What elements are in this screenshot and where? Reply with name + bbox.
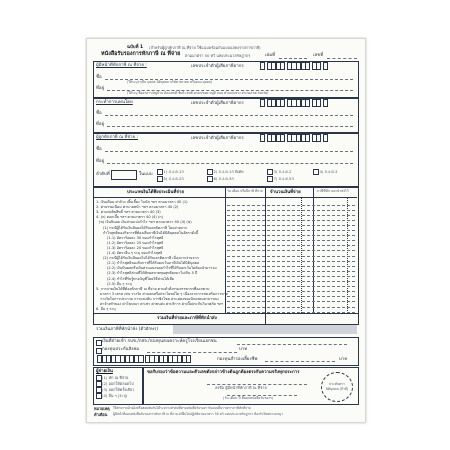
fund-3-account-field[interactable] xyxy=(97,355,191,363)
signature-label: ลงชื่อ ผู้มีหน้าที่หักภาษี ณ ที่จ่าย xyxy=(215,385,267,390)
agent-taxid-label: เลขประจำตัวผู้เสียภาษีอากร xyxy=(191,101,244,106)
income-row-label: 4. (ก) ดอกเบี้ย ฯลฯ ตามมาตรา 40 (4) (ก) xyxy=(96,215,163,220)
col-header-type: ประเภทเงินได้พึงประเมินที่จ่าย xyxy=(127,190,184,195)
income-row-fields[interactable] xyxy=(227,301,355,302)
fund-2-amount[interactable] xyxy=(147,352,237,353)
income-row-label: (1) กรณีผู้ได้รับเงินปันผลได้รับเครดิตภาษี โดยจ่ายจาก xyxy=(103,225,187,230)
payee-section-label: ผู้ถูกหักภาษี ณ ที่จ่าย : xyxy=(96,135,138,140)
income-row-label: 3. ค่าแห่งลิขสิทธิ์ ฯลฯ ตามมาตรา 40 (3) xyxy=(96,210,161,215)
payee-name-label: ชื่อ xyxy=(96,147,102,152)
income-row-fields[interactable] xyxy=(227,281,355,282)
agent-address-field[interactable] xyxy=(107,126,353,127)
payee-taxid-label: เลขประจำตัวผู้เสียภาษีอากร xyxy=(191,136,244,141)
income-row-fields[interactable] xyxy=(227,296,355,297)
income-row-label: (1.4) อัตราอื่น ๆ ระบุ ของกำไรสุทธิ xyxy=(107,251,163,255)
warning-text: ผู้มีหน้าที่ออกหนังสือรับรองการหักภาษี ณ ที่จ่าย ฝ่าฝืนไม่ปฏิบัติตามมาตรา 50 ทวิ แห่งประมวลรัษฎากร ต้องรับโทษทางอาญา xyxy=(113,412,283,416)
income-row-label: 1. เงินเดือน ค่าจ้าง เบี้ยเลี้ยง โบนัส ฯลฯ ตามมาตรา 40 (1) xyxy=(96,200,188,204)
seal-label: ประทับตรา นิติบุคคล (ถ้ามี) xyxy=(325,382,349,391)
fund-line-2: กองทุนประกันสังคม xyxy=(102,347,140,352)
payer-name-hint: (ให้ระบุว่าเป็น บุคคล นิติบุคคล บริษัท สมาคม หรือคณะบุคคล) xyxy=(127,80,213,84)
warning-label: คำเตือน xyxy=(94,412,108,417)
income-row-fields[interactable] xyxy=(227,256,355,257)
income-row-fields[interactable] xyxy=(227,307,355,308)
payee-taxid-field[interactable] xyxy=(260,134,327,142)
payer-taxid-field[interactable] xyxy=(260,62,327,70)
agent-name-field[interactable] xyxy=(105,115,353,116)
payer-type-4: (4) อื่น ๆ (ระบุ) xyxy=(102,393,128,398)
income-row-fields[interactable] xyxy=(227,240,355,241)
doc-no-label: เลขที่ xyxy=(313,53,324,58)
doc-no-field[interactable] xyxy=(327,58,357,59)
income-row-fields[interactable] xyxy=(227,271,355,272)
agent-taxid-field[interactable] xyxy=(260,99,327,107)
issue-date-label: (วัน เดือน ปี ที่ออกหนังสือรับรองฯ) xyxy=(223,396,274,400)
form-option-3: (3) ภ.ง.ด.2 xyxy=(272,169,292,174)
form-option-6: (6) ภ.ง.ด.3ก xyxy=(212,176,234,181)
income-row-fields[interactable] xyxy=(227,286,355,287)
agent-name-label: ชื่อ xyxy=(96,111,102,116)
payer-address-hint: (ให้ระบุ ชื่ออาคาร/หมู่บ้าน ห้องเลขที่ ชั้นที่ เลขที่ ตรอก/ซอย หมู่ที่ ถนน ตำบล/แขวง อำเภอ/เขต จังหวัด) xyxy=(127,91,269,95)
seq-field[interactable] xyxy=(111,170,137,180)
payer-section-label: ผู้มีหน้าที่หักภาษี ณ ที่จ่าย : xyxy=(96,63,147,68)
note-label: หมายเหตุ xyxy=(94,406,110,411)
col-header-tax: ภาษีที่หัก และนำส่งไว้ xyxy=(317,189,349,193)
payee-name-field[interactable] xyxy=(105,151,353,152)
income-row-label: (2) กรณีผู้ได้รับเงินปันผลไม่ได้รับเครดิตภาษี เนื่องจากจ่ายจาก xyxy=(103,256,199,261)
fund-line-3: กองทุนสำรองเลี้ยงชีพ xyxy=(217,357,258,362)
income-row-label: (2.5) อื่น ๆ ระบุ xyxy=(107,281,132,286)
total-words-label: รวมเงินภาษีที่หักนำส่ง (ตัวอักษร) xyxy=(96,327,159,332)
total-label: รวมเงินที่จ่ายและภาษีที่หักนำส่ง xyxy=(157,316,217,321)
income-row-label: รางวัลในการประกวด การแข่งขัน การชิงโชค ค่าแสดงของนักแสดงสาธารณะ xyxy=(100,296,220,301)
withholding-tax-form xyxy=(86,38,366,423)
payer-type-3: (3) ออกให้ครั้งเดียว xyxy=(102,387,135,392)
income-row-label: (1.3) อัตราร้อยละ 20 ของกำไรสุทธิ xyxy=(107,245,164,250)
income-row-fields[interactable] xyxy=(227,276,355,277)
book-no-field[interactable] xyxy=(279,58,307,59)
col-header-amount: จำนวนเงินที่จ่าย xyxy=(270,190,301,195)
fund-2-baht: บาท xyxy=(239,347,248,352)
income-row-fields[interactable] xyxy=(227,235,355,236)
total-amount-field[interactable] xyxy=(265,313,359,325)
form-option-2: (2) ภ.ง.ด.1ก พิเศษ xyxy=(212,169,244,174)
agent-section-label: กระทำการแทนโดย xyxy=(96,100,133,105)
income-row-label: กำไรสุทธิของกิจการที่ต้องเสียภาษีเงินได้นิติบุคคลในอัตราดังนี้ xyxy=(103,230,199,235)
fund-3-baht: บาท xyxy=(339,357,348,362)
payee-address-field[interactable] xyxy=(107,163,353,164)
col-header-date: วัน เดือน หรือปีภาษี ที่จ่าย xyxy=(227,189,263,193)
income-row-fields[interactable] xyxy=(227,245,355,246)
form-option-1: (1) ภ.ง.ด.1ก xyxy=(162,169,184,174)
form-option-7: (7) ภ.ง.ด.53 xyxy=(272,176,294,181)
income-row-fields[interactable] xyxy=(227,220,355,221)
seq-label: ลำดับที่ xyxy=(96,172,110,177)
income-row-label: (1.2) อัตราร้อยละ 25 ของกำไรสุทธิ xyxy=(107,240,164,245)
income-row-label: (2.4) กำไรที่รับรู้ทางบัญชีโดยวิธีส่วนได้เสีย xyxy=(107,276,174,281)
income-row-fields[interactable] xyxy=(227,261,355,262)
income-row-fields[interactable] xyxy=(227,215,355,216)
income-row-label: (2.1) กำไรสุทธิของกิจการที่ได้รับยกเว้นภาษีเงินได้นิติบุคคล xyxy=(107,261,200,266)
income-row-label: ค่าจ้างทำของ ค่าโฆษณา ค่าเช่า ค่าขนส่ง ค่าบริการ ค่าเบี้ยประกันวินาศภัย ฯลฯ xyxy=(100,302,224,306)
income-row-fields[interactable] xyxy=(227,210,355,211)
fund-1-amount[interactable] xyxy=(237,344,347,345)
income-row-fields[interactable] xyxy=(227,291,355,292)
in-form-label: ในแบบ xyxy=(139,172,153,177)
payer-type-1: (1) หัก ณ ที่จ่าย xyxy=(102,375,129,380)
agent-address-label: ที่อยู่ xyxy=(96,122,105,127)
copy-label: ฉบับที่ 1 xyxy=(127,45,144,50)
payer-name-label: ชื่อ xyxy=(96,75,102,80)
payer-type-label: ผู้จ่ายเงิน xyxy=(96,369,113,374)
income-row-fields[interactable] xyxy=(227,230,355,231)
note-text: ให้สามารถอ้างอิงหรือสอบยันกันได้ระหว่างลำดับที่ตามหนังสือรับรองฯ กับแบบยื่นรายการภาษีหักที่จ่าย xyxy=(113,406,251,410)
form-title: หนังสือรับรองการหักภาษี ณ ที่จ่าย xyxy=(101,51,181,57)
income-row-label: (1.1) อัตราร้อยละ 30 ของกำไรสุทธิ xyxy=(107,235,164,240)
income-row-label: 5. การจ่ายเงินได้ที่ต้องหักภาษี ณ ที่จ่าย ตามคำสั่งกรมสรรพากรที่ออกตาม xyxy=(96,286,210,291)
form-subtitle: ตามมาตรา 50 ทวิ แห่งประมวลรัษฎากร xyxy=(185,53,251,58)
payer-address-label: ที่อยู่ xyxy=(96,86,105,91)
copy-note: (สำหรับผู้ถูกหักภาษี ณ ที่จ่าย ใช้แนบพร้อมกับแบบแสดงรายการภาษี) xyxy=(149,45,261,50)
income-row-fields[interactable] xyxy=(227,225,355,226)
income-row-fields[interactable] xyxy=(227,250,355,251)
total-words-field[interactable] xyxy=(173,325,357,334)
payer-taxid-label: เลขประจำตัวผู้เสียภาษีอากร xyxy=(191,64,244,69)
form-option-5: (5) ภ.ง.ด.2ก xyxy=(162,176,184,181)
income-row-label: (2.3) กำไรสุทธิส่วนที่ได้หักผลขาดทุนสุทธิยกมาไม่เกิน 5 ปี xyxy=(107,271,198,276)
income-row-fields[interactable] xyxy=(227,205,355,206)
form-option-4: (4) ภ.ง.ด.3 xyxy=(318,169,338,174)
payer-type-2: (2) ออกให้ตลอดไป xyxy=(102,381,134,386)
payee-address-label: ที่อยู่ xyxy=(96,159,105,164)
income-row-fields[interactable] xyxy=(227,266,355,267)
income-row-label: (2.2) เงินปันผลหรือเงินส่วนแบ่งของกำไรที่ได้รับยกเว้นไม่ต้องนำมารวม xyxy=(107,266,217,271)
fund-line-1: เงินที่จ่ายเข้า กบข./กสจ./กองทุนสงเคราะห์ครูโรงเรียนเอกชน xyxy=(102,339,217,344)
fund-3-amount[interactable] xyxy=(265,361,335,362)
income-row-label: 2. ค่าธรรมเนียม ค่านายหน้า ฯลฯ ตามมาตรา 40 (2) xyxy=(96,205,179,210)
income-row-label: มาตรา 3 เตรส เช่น รางวัล ส่วนลดหรือประโยชน์ใด ๆ เนื่องจากการส่งเสริมการขาย xyxy=(100,291,228,296)
certify-text: ขอรับรองว่าข้อความและตัวเลขดังกล่าวข้างต้นถูกต้องตรงกับความจริงทุกประการ xyxy=(147,370,300,375)
book-no-label: เล่มที่ xyxy=(265,53,275,58)
income-row-label: (ข) เงินปันผล เงินส่วนแบ่งกำไร ฯลฯ ตามมาตรา 40 (4) (ข) xyxy=(99,220,192,225)
income-row-label: 6. อื่น ๆ ระบุ xyxy=(96,307,116,312)
